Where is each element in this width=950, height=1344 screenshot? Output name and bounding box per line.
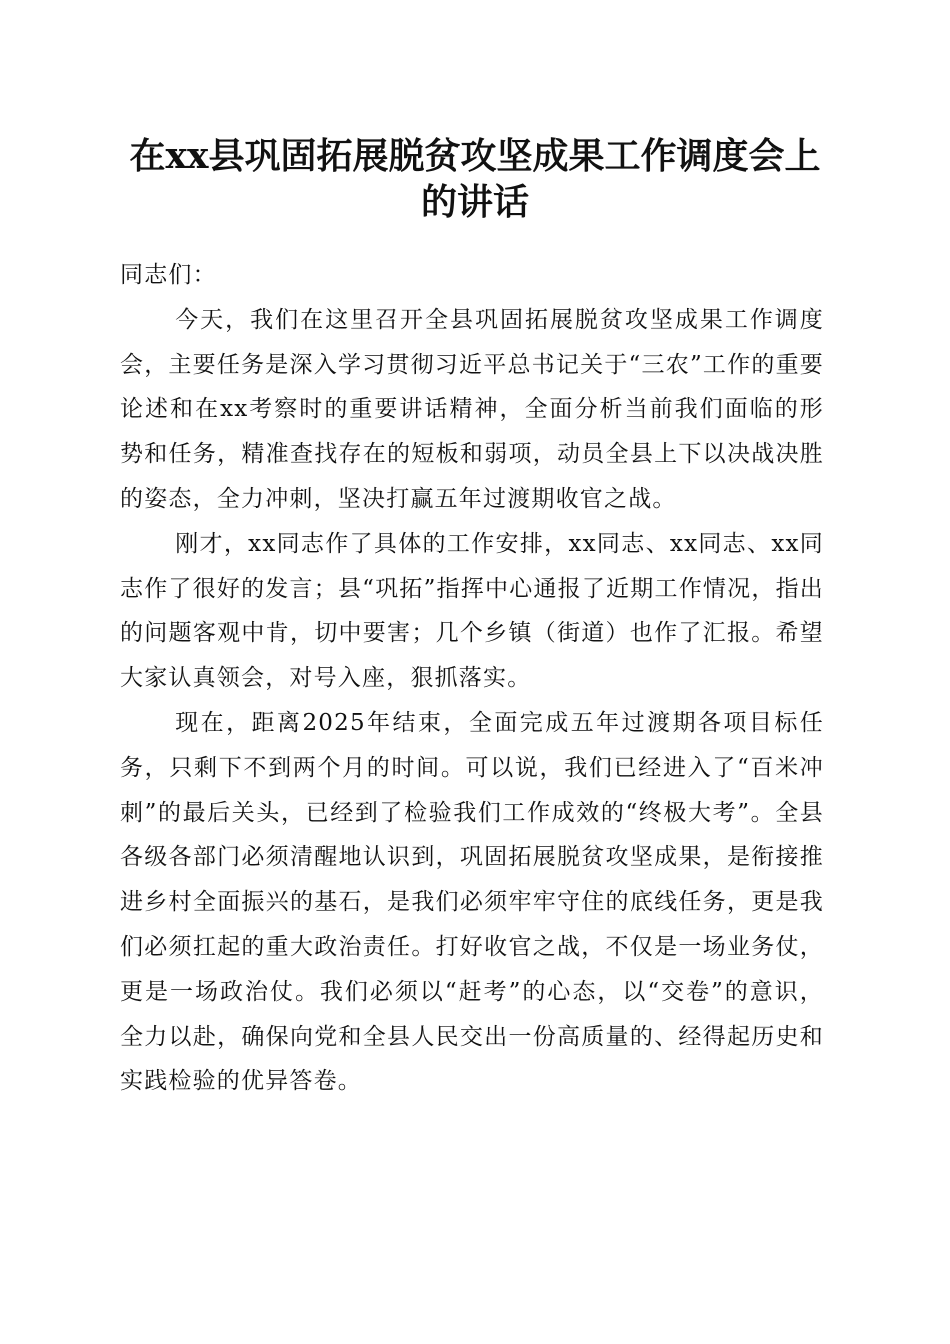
- title-line-2: 的讲话: [420, 181, 529, 223]
- paragraph-reports: 刚才，xx同志作了具体的工作安排，xx同志、xx同志、xx同志作了很好的发言；县“巩拓”指挥中心通报了近期工作情况，指出的问题客观中肯，切中要害；几个乡镇（街道）也作了汇报。希望大家认真领会，对号入座，狠抓落实。: [120, 530, 824, 692]
- document-title: [110, 133, 840, 225]
- salutation: 同志们：: [120, 262, 217, 288]
- document-body: [120, 253, 824, 1104]
- paragraph-deadline: 现在，距离2025年结束，全面完成五年过渡期各项目标任务，只剩下不到两个月的时间。可以说，我们已经进入了“百米冲刺”的最后关头，已经到了检验我们工作成效的“终极大考”。全县各级各部门必须清醒地认识到，巩固拓展脱贫攻坚成果，是衔接推进乡村全面振兴的基石，是我们必须牢牢守住的底线任务，更是我们必须扛起的重大政治责任。打好收官之战，不仅是一场业务仗，更是一场政治仗。我们必须以“赶考”的心态，以“交卷”的意识，全力以赴，确保向党和全县人民交出一份高质量的、经得起历史和实践检验的优异答卷。: [120, 709, 824, 1095]
- title-line-1: 在xx县巩固拓展脱贫攻坚成果工作调度会上: [129, 135, 821, 177]
- paragraph-opening: 今天，我们在这里召开全县巩固拓展脱贫攻坚成果工作调度会，主要任务是深入学习贯彻习近平总书记关于“三农”工作的重要论述和在xx考察时的重要讲话精神，全面分析当前我们面临的形势和任务，精准查找存在的短板和弱项，动员全县上下以决战决胜的姿态，全力冲刺，坚决打赢五年过渡期收官之战。: [120, 306, 824, 512]
